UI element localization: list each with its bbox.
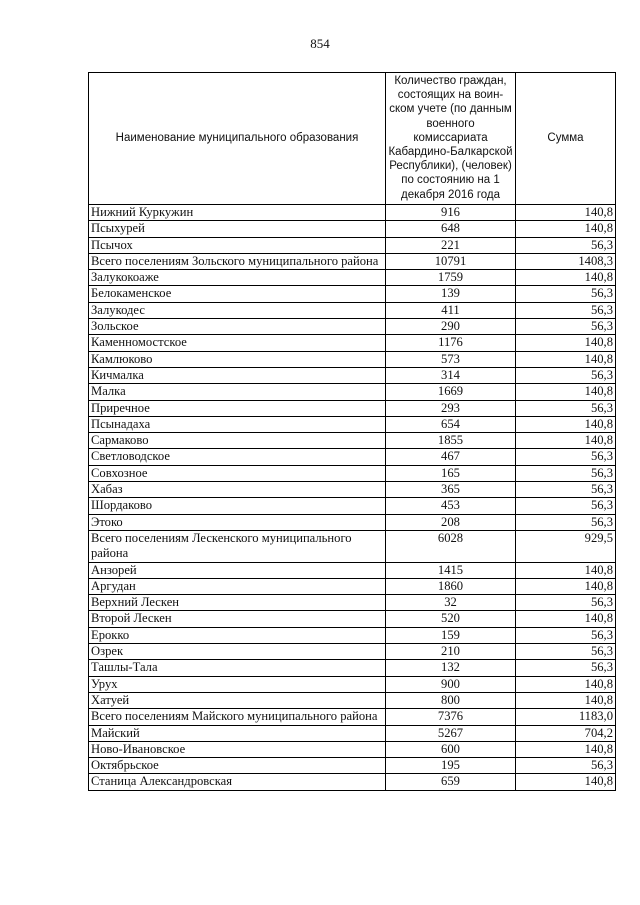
cell-sum: 56,3 xyxy=(516,465,616,481)
cell-name: Всего поселениям Зольского муниципального района xyxy=(89,253,386,269)
cell-count: 7376 xyxy=(386,709,516,725)
cell-count: 10791 xyxy=(386,253,516,269)
cell-name: Совхозное xyxy=(89,465,386,481)
cell-sum: 56,3 xyxy=(516,660,616,676)
table-row xyxy=(89,384,616,400)
cell-name: Озрек xyxy=(89,644,386,660)
cell-sum: 140,8 xyxy=(516,741,616,757)
cell-count: 1860 xyxy=(386,578,516,594)
cell-sum: 140,8 xyxy=(516,692,616,708)
cell-count: 6028 xyxy=(386,530,516,562)
cell-sum: 140,8 xyxy=(516,335,616,351)
cell-name: Урух xyxy=(89,676,386,692)
cell-count: 165 xyxy=(386,465,516,481)
cell-count: 32 xyxy=(386,595,516,611)
cell-count: 467 xyxy=(386,449,516,465)
cell-sum: 140,8 xyxy=(516,205,616,221)
table-row xyxy=(89,465,616,481)
cell-name: Светловодское xyxy=(89,449,386,465)
table-row xyxy=(89,335,616,351)
cell-sum: 1183,0 xyxy=(516,709,616,725)
table-row xyxy=(89,709,616,725)
table-row xyxy=(89,237,616,253)
cell-count: 654 xyxy=(386,416,516,432)
table-row xyxy=(89,351,616,367)
cell-sum: 56,3 xyxy=(516,449,616,465)
cell-sum: 56,3 xyxy=(516,237,616,253)
cell-count: 290 xyxy=(386,319,516,335)
cell-name: Камлюково xyxy=(89,351,386,367)
cell-name: Ерокко xyxy=(89,627,386,643)
cell-sum: 140,8 xyxy=(516,562,616,578)
table-row xyxy=(89,725,616,741)
table-row xyxy=(89,595,616,611)
settlements-table xyxy=(88,72,616,791)
cell-name: Псычох xyxy=(89,237,386,253)
table-row xyxy=(89,302,616,318)
cell-count: 600 xyxy=(386,741,516,757)
cell-sum: 140,8 xyxy=(516,221,616,237)
table-row xyxy=(89,644,616,660)
cell-sum: 56,3 xyxy=(516,302,616,318)
cell-name: Приречное xyxy=(89,400,386,416)
cell-count: 916 xyxy=(386,205,516,221)
table-row xyxy=(89,692,616,708)
table-row xyxy=(89,319,616,335)
cell-name: Ташлы-Тала xyxy=(89,660,386,676)
cell-sum: 140,8 xyxy=(516,270,616,286)
table-row xyxy=(89,611,616,627)
cell-count: 293 xyxy=(386,400,516,416)
cell-count: 1855 xyxy=(386,433,516,449)
cell-count: 139 xyxy=(386,286,516,302)
cell-name: Каменномостское xyxy=(89,335,386,351)
column-header-name: Наименование муниципального образования xyxy=(89,73,386,205)
table-row xyxy=(89,758,616,774)
cell-name: Сармаково xyxy=(89,433,386,449)
table-row xyxy=(89,367,616,383)
cell-name: Верхний Лескен xyxy=(89,595,386,611)
cell-count: 314 xyxy=(386,367,516,383)
table-row xyxy=(89,253,616,269)
cell-sum: 56,3 xyxy=(516,400,616,416)
cell-name: Этоко xyxy=(89,514,386,530)
cell-name: Залукокоаже xyxy=(89,270,386,286)
cell-count: 221 xyxy=(386,237,516,253)
table-row xyxy=(89,286,616,302)
cell-name: Псынадаха xyxy=(89,416,386,432)
table-row xyxy=(89,741,616,757)
cell-name: Аргудан xyxy=(89,578,386,594)
table-row xyxy=(89,205,616,221)
cell-count: 132 xyxy=(386,660,516,676)
cell-name: Зольское xyxy=(89,319,386,335)
cell-count: 1176 xyxy=(386,335,516,351)
cell-sum: 140,8 xyxy=(516,774,616,790)
cell-count: 520 xyxy=(386,611,516,627)
cell-name: Хатуей xyxy=(89,692,386,708)
table-row xyxy=(89,449,616,465)
cell-name: Малка xyxy=(89,384,386,400)
cell-count: 648 xyxy=(386,221,516,237)
cell-count: 210 xyxy=(386,644,516,660)
table-row xyxy=(89,482,616,498)
cell-sum: 56,3 xyxy=(516,482,616,498)
cell-sum: 140,8 xyxy=(516,416,616,432)
table-row xyxy=(89,433,616,449)
table-row xyxy=(89,221,616,237)
cell-sum: 56,3 xyxy=(516,627,616,643)
cell-name: Ново-Ивановское xyxy=(89,741,386,757)
table-row xyxy=(89,660,616,676)
table-row xyxy=(89,514,616,530)
cell-count: 5267 xyxy=(386,725,516,741)
cell-name: Второй Лескен xyxy=(89,611,386,627)
cell-count: 659 xyxy=(386,774,516,790)
cell-sum: 56,3 xyxy=(516,595,616,611)
cell-count: 573 xyxy=(386,351,516,367)
table-header-row xyxy=(89,73,616,205)
cell-name: Залукодес xyxy=(89,302,386,318)
cell-count: 159 xyxy=(386,627,516,643)
cell-name: Всего поселениям Майского муниципального района xyxy=(89,709,386,725)
table-row xyxy=(89,676,616,692)
cell-sum: 56,3 xyxy=(516,758,616,774)
cell-count: 800 xyxy=(386,692,516,708)
table-row xyxy=(89,627,616,643)
cell-sum: 56,3 xyxy=(516,644,616,660)
cell-sum: 140,8 xyxy=(516,611,616,627)
cell-name: Кичмалка xyxy=(89,367,386,383)
table-row xyxy=(89,578,616,594)
cell-name: Белокаменское xyxy=(89,286,386,302)
cell-sum: 56,3 xyxy=(516,367,616,383)
cell-sum: 140,8 xyxy=(516,578,616,594)
cell-sum: 929,5 xyxy=(516,530,616,562)
cell-name: Шордаково xyxy=(89,498,386,514)
cell-sum: 140,8 xyxy=(516,384,616,400)
cell-count: 453 xyxy=(386,498,516,514)
column-header-count: Количество граждан, состоящих на воин-ском учете (по данным военного комиссариата Кабардино-Балкарской Республики), (человек) по состоянию на 1 декабря 2016 года xyxy=(386,73,516,205)
cell-sum: 56,3 xyxy=(516,514,616,530)
cell-sum: 56,3 xyxy=(516,286,616,302)
cell-sum: 140,8 xyxy=(516,433,616,449)
cell-name: Всего поселениям Лескенского муниципального района xyxy=(89,530,386,562)
table-row xyxy=(89,400,616,416)
page-number: 854 xyxy=(310,36,330,51)
table-row xyxy=(89,774,616,790)
table-row xyxy=(89,416,616,432)
cell-name: Станица Александровская xyxy=(89,774,386,790)
cell-name: Псыхурей xyxy=(89,221,386,237)
cell-count: 208 xyxy=(386,514,516,530)
table-row xyxy=(89,498,616,514)
cell-count: 1669 xyxy=(386,384,516,400)
cell-sum: 704,2 xyxy=(516,725,616,741)
cell-name: Нижний Куркужин xyxy=(89,205,386,221)
cell-sum: 1408,3 xyxy=(516,253,616,269)
cell-name: Октябрьское xyxy=(89,758,386,774)
cell-name: Анзорей xyxy=(89,562,386,578)
cell-sum: 140,8 xyxy=(516,676,616,692)
table-row xyxy=(89,530,616,562)
table-row xyxy=(89,270,616,286)
cell-count: 1759 xyxy=(386,270,516,286)
cell-count: 195 xyxy=(386,758,516,774)
cell-sum: 56,3 xyxy=(516,498,616,514)
cell-sum: 140,8 xyxy=(516,351,616,367)
cell-sum: 56,3 xyxy=(516,319,616,335)
cell-count: 900 xyxy=(386,676,516,692)
cell-count: 1415 xyxy=(386,562,516,578)
cell-name: Хабаз xyxy=(89,482,386,498)
column-header-sum: Сумма xyxy=(516,73,616,205)
cell-count: 411 xyxy=(386,302,516,318)
cell-count: 365 xyxy=(386,482,516,498)
cell-name: Майский xyxy=(89,725,386,741)
table-row xyxy=(89,562,616,578)
